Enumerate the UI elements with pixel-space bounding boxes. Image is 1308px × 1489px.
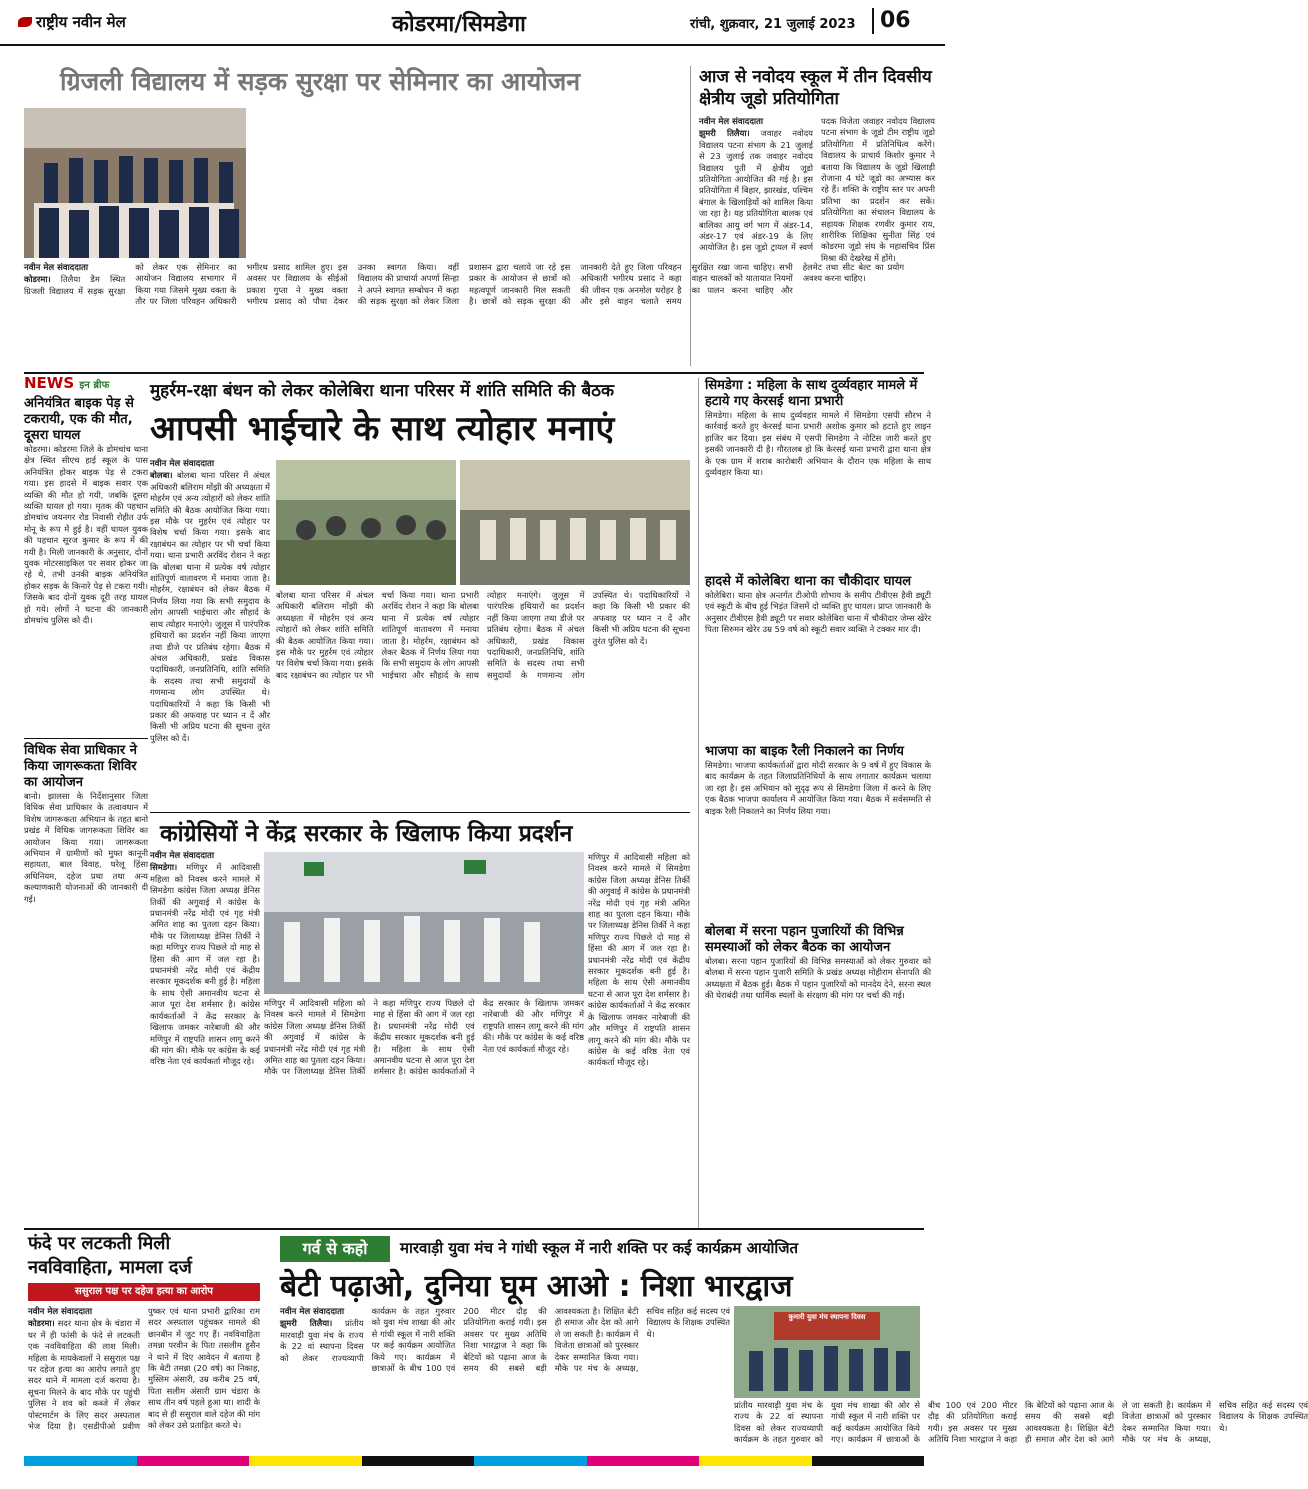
- story1-text: तिलैया डैम स्थित ग्रिजली विद्यालय में सड़क सुरक्षा को लेकर एक सेमिनार का आयोजन विद्यालय सभागार में किया गया जिसमे मुख्य वक्ता के तौर पर जिला परिवहन अधिकारी भगीरथ प्रसाद शामिल हुए। इस अवसर पर विद्यालय के सीईओ प्रकाश गुप्ता ने मुख्य वक्ता भगीरथ प्रसाद को पौधा देकर उनका स्वागत किया। वहीं विद्यालय की प्राचार्या अपर्णा सिन्हा ने अपने स्वागत सम्बोधन में कहा की सड़क सुरक्षा को लेकर जिला प्रशासन द्वारा चलाये जा रहे इस प्रकार के आयोजन से छात्रों को महत्वपूर्ण जानकारी मिल सकती है। छात्रों को सड़क सुरक्षा की जानकारी देते हुए जिला परिवहन अधिकारी भगीरथ प्रसाद ने कहा की जीवन एक अनमोल धरोहर है और इसे वाहन चलाते समय सुरक्षित रखा जाना चाहिए। सभी वाहन चालकों को यातायात नियमों का पालन करना चाहिए और हेलमेट तथा सीट बेल्ट का प्रयोग अवश्य करना चाहिए।: [24, 262, 904, 307]
- brief2-headline: विधिक सेवा प्राधिकार ने किया जागरूकता शिविर का आयोजन: [24, 743, 137, 790]
- brief2-body: बानो। झालसा के निर्देशानुसार जिला विधिक सेवा प्राधिकार के तत्वावधान में विशेष जागरूकता अभियान के तहत बानो प्रखंड में विधिक जागरूकता शिविर का आयोजन किया गया। जागरूकता अभियान में ग्रामीणों को मुफ्त कानूनी सहायता, बाल विवाह, घरेलू हिंसा अधिनियम, दहेज प्रथा तथा अन्य कल्याणकारी योजनाओं की जानकारी दी गई।: [24, 791, 148, 904]
- dateline: रांची, शुक्रवार, 21 जुलाई 2023: [690, 17, 856, 32]
- story2-headline: आज से नवोदय स्कूल में तीन दिवसीय क्षेत्रीय जूडो प्रतियोगिता: [699, 67, 932, 109]
- story3-photo-left: [276, 460, 456, 585]
- story4-body-col1: [150, 850, 260, 1220]
- story6-tag: गर्व से कहो: [280, 1236, 390, 1262]
- right-column: [698, 378, 931, 1228]
- right1-headline: सिमडेगा : महिला के साथ दुर्व्यवहार मामले में हटाये गए केरसई थाना प्रभारी: [705, 378, 918, 409]
- news-brief-label: [24, 374, 148, 392]
- divider: [24, 1228, 924, 1230]
- story3-dateline: बोलबा।: [150, 470, 173, 481]
- right2-body: कोलेबिरा। थाना क्षेत्र अन्तर्गत टीओपी शोभाय के समीप टीवीएस हैवी ड्यूटी एवं स्कूटी के बीच हुई भिड़ंत जिसमें दो व्यक्ति हुए घायल। प्राप्त जानकारी के अनुसार टीवीएस हैवी ड्यूटी पर सवार कोलेबिरा थाना में चौकीदार जेम्स खेरेर पिता सिरुमन खेरेर उम्र 59 वर्ष को स्कूटी सवार व्यक्ति ने टक्कर मार दी।: [705, 590, 931, 635]
- story4-byline: नवीन मेल संवाददाता: [150, 851, 215, 861]
- story3-byline: नवीन मेल संवाददाता: [150, 459, 215, 469]
- divider: [24, 738, 148, 739]
- story5-subhead: ससुराल पक्ष पर दहेज हत्या का आरोप: [28, 1283, 260, 1301]
- right1-body: सिमडेगा। महिला के साथ दुर्व्यवहार मामले में सिमडेगा एसपी सौरभ ने कार्रवाई करते हुए केरसई थाना प्रभारी अशोक कुमार को हटाते हुए लाइन हाजिर कर दिया। इस संबंध में एसपी सिमडेगा ने नोटिस जारी करते हुए इसकी जानकारी दी है। गौरतलब हो कि केरसई थाना प्रभारी द्वारा थाना क्षेत्र के एक ग्राम में शराब कारोबारी अभियान के दौरान एक महिला के साथ दुर्व्यवहार किया था।: [705, 410, 931, 478]
- divider: [24, 372, 924, 374]
- photo-banner-text: कुमारी युवा मंच स्थापना दिवस: [788, 1313, 866, 1321]
- story6-kicker: मारवाड़ी युवा मंच ने गांधी स्कूल में नारी शक्ति पर कई कार्यक्रम आयोजित: [400, 1239, 798, 1257]
- story2-body: [699, 116, 935, 356]
- brief1-headline: अनियंत्रित बाइक पेड़ से टकरायी, एक की मौत, दूसरा घायल: [24, 396, 134, 443]
- story6-body: [280, 1306, 730, 1446]
- story5-dateline: कोडरमा।: [28, 1318, 55, 1329]
- story3-text: बोलबा थाना परिसर में अंचल अधिकारी बलिराम मोंझी की अध्यक्षता में मोहर्रम एवं अन्य त्योहारों को लेकर शांति समिति की बैठक आयोजित किया गया। इस मौके पर मुहर्रम एवं त्योहार पर विशेष चर्चा किया गया। इसके बाद रक्षाबंधन का त्योहार पर भी चर्चा किया गया। थाना प्रभारी अरविंद रोशन ने कहा कि बोलबा थाना में प्रत्येक वर्ष त्योहार शांतिपूर्ण वातावरण में मनाया जाता है। मोहर्रम, रक्षाबंधन को लेकर बैठक में निर्णय लिया गया कि सभी समुदाय के लोग आपसी भाईचारा और सौहार्द के साथ त्योहार मनाएंगे। जुलूस में पारंपरिक हथियारों का प्रदर्शन नहीं किया जाएगा तथा डीजे पर प्रतिबंध रहेगा। बैठक में अंचल अधिकारी, प्रखंड विकास पदाधिकारी, जनप्रतिनिधि, शांति समिति के सदस्य तथा सभी समुदायों के गणमान्य लोग उपस्थित थे। पदाधिकारियों ने कहा कि किसी भी प्रकार की अफवाह पर ध्यान न दें और किसी भी अप्रिय घटना की सूचना तुरंत पुलिस को दें।: [150, 470, 270, 743]
- story3-headline: आपसी भाईचारे के साथ त्योहार मनाएं: [150, 409, 615, 449]
- story6-headline: बेटी पढ़ाओ, दुनिया घूम आओ : निशा भारद्वाज: [280, 1269, 793, 1304]
- story4-text-cont: मणिपुर में आदिवासी महिला को निवस्त्र करने मामले में सिमडेगा कांग्रेस जिला अध्यक्ष डेनिस तिर्की की अगुवाई में कांग्रेस के प्रधानमंत्री नरेंद्र मोदी एवं गृह मंत्री अमित शाह का पुतला दहन किया। मौके पर जिलाध्यक्ष डेनिस तिर्की ने कहा मणिपुर राज्य पिछले दो माह से हिंसा की आग में जल रहा है। प्रधानमंत्री नरेंद्र मोदी एवं केंद्रीय सरकार मूकदर्शक बनी हुई है। महिला के साथ ऐसी अमानवीय घटना से आज पूरा देश शर्मसार है। कांग्रेस कार्यकर्ताओं ने केंद्र सरकार के खिलाफ जमकर नारेबाजी की और मणिपुर में राष्ट्रपति शासन लागू करने की मांग की। मौके पर कांग्रेस के कई वरिष्ठ नेता एवं कार्यकर्ता मौजूद रहे।: [588, 852, 690, 1068]
- right3-headline: भाजपा का बाइक रैली निकालने का निर्णय: [705, 744, 904, 759]
- story3-kicker: मुहर्रम-रक्षा बंधन को लेकर कोलेबिरा थाना परिसर में शांति समिति की बैठक: [150, 381, 615, 401]
- page-number: 06: [880, 8, 911, 33]
- story4-text-cont2: मणिपुर में आदिवासी महिला को निवस्त्र करने मामले में सिमडेगा कांग्रेस जिला अध्यक्ष डेनिस तिर्की की अगुवाई में कांग्रेस के प्रधानमंत्री नरेंद्र मोदी एवं गृह मंत्री अमित शाह का पुतला दहन किया। मौके पर जिलाध्यक्ष डेनिस तिर्की ने कहा मणिपुर राज्य पिछले दो माह से हिंसा की आग में जल रहा है। प्रधानमंत्री नरेंद्र मोदी एवं केंद्रीय सरकार मूकदर्शक बनी हुई है। महिला के साथ ऐसी अमानवीय घटना से आज पूरा देश शर्मसार है। कांग्रेस कार्यकर्ताओं ने केंद्र सरकार के खिलाफ जमकर नारेबाजी की और मणिपुर में राष्ट्रपति शासन लागू करने की मांग की। मौके पर कांग्रेस के कई वरिष्ठ नेता एवं कार्यकर्ता मौजूद रहे।: [264, 998, 584, 1077]
- story3-text-cont: बोलबा थाना परिसर में अंचल अधिकारी बलिराम मोंझी की अध्यक्षता में मोहर्रम एवं अन्य त्योहारों को लेकर शांति समिति की बैठक आयोजित किया गया। इस मौके पर मुहर्रम एवं त्योहार पर विशेष चर्चा किया गया। इसके बाद रक्षाबंधन का त्योहार पर भी चर्चा किया गया। थाना प्रभारी अरविंद रोशन ने कहा कि बोलबा थाना में प्रत्येक वर्ष त्योहार शांतिपूर्ण वातावरण में मनाया जाता है। मोहर्रम, रक्षाबंधन को लेकर बैठक में निर्णय लिया गया कि सभी समुदाय के लोग आपसी भाईचारा और सौहार्द के साथ त्योहार मनाएंगे। जुलूस में पारंपरिक हथियारों का प्रदर्शन नहीं किया जाएगा तथा डीजे पर प्रतिबंध रहेगा। बैठक में अंचल अधिकारी, प्रखंड विकास पदाधिकारी, जनप्रतिनिधि, शांति समिति के सदस्य तथा सभी समुदायों के गणमान्य लोग उपस्थित थे। पदाधिकारियों ने कहा कि किसी भी प्रकार की अफवाह पर ध्यान न दें और किसी भी अप्रिय घटना की सूचना तुरंत पुलिस को दें।: [276, 590, 690, 680]
- story6-text-cont: प्रांतीय मारवाड़ी युवा मंच के राज्य के 22 वां स्थापना दिवस को लेकर राज्यव्यापी कार्यक्रम के तहत गुरुवार को युवा मंच शाखा की ओर से गांधी स्कूल में नारी शक्ति पर कई कार्यक्रम आयोजित किये गए। कार्यक्रम में छात्राओं के बीच 100 एवं 200 मीटर दौड़ की प्रतियोगिता कराई गयी। इस अवसर पर मुख्य अतिथि निशा भारद्वाज ने कहा कि बेटियों को पढ़ाना आज के समय की सबसे बड़ी आवश्यकता है। शिक्षित बेटी ही समाज और देश को आगे ले जा सकती है। कार्यक्रम में विजेता छात्राओं को पुरस्कार देकर सम्मानित किया गया। मौके पर मंच के अध्यक्ष, सचिव सहित कई सदस्य एवं विद्यालय के शिक्षक उपस्थित थे।: [734, 1400, 1308, 1445]
- right4-headline: बोलबा में सरना पहान पुजारियों की विभिन्न समस्याओं को लेकर बैठक का आयोजन: [705, 924, 904, 955]
- brand-logo: [18, 12, 126, 32]
- divider: [150, 812, 690, 813]
- story3-photo-right: [460, 460, 690, 585]
- story2-dateline: झुमरी तिलैया।: [699, 128, 750, 139]
- story6-dateline: झुमरी तिलैया।: [280, 1318, 333, 1329]
- story6-body-cont: [734, 1400, 1308, 1446]
- brief1-body: कोडरमा। कोडरमा जिले के डोमचांच थाना क्षेत्र स्थित सीएच हाई स्कूल के पास अनियंत्रित होकर बाइक पेड़ से टकरा गया। इस हादसे में बाइक सवार एक व्यक्ति की मौत हो गयी, जबकि दूसरा व्यक्ति घायल हो गया। मृतक की पहचान डोमचांच जयनगर रोड निवासी रोहीत उर्फ मोनू के रूप में हुई है। वहीं घायल युवक की पहचान सूरज कुमार के रूप में की गयी है। मिली जानकारी के अनुसार, दोनों युवक मोटरसाइकिल पर सवार होकर जा रहे थे, तभी उनकी बाइक अनियंत्रित होकर सड़क के किनारे पेड़ से टकरा गयी। जिसके बाद दोनों युवक दूरी तरह घायल हो गये। लोगों ने घटना की जानकारी डोमचांच पुलिस को दी।: [24, 444, 148, 626]
- registration-bar: [24, 1456, 924, 1466]
- right2-headline: हादसे में कोलेबिरा थाना का चौकीदार घायल: [705, 574, 912, 589]
- story1-byline: नवीन मेल संवाददाता: [24, 263, 89, 273]
- right3-body: सिमडेगा। भाजपा कार्यकर्ताओं द्वारा मोदी सरकार के 9 वर्ष में हुए विकास के बाद कार्यक्रम के तहत जिलाप्रतिनिधियों के साथ लगातार कार्यक्रम चलाया जा रहा है। इस अभियान को सुदृढ़ रूप से सिमडेगा जिला में करने के लिए एक बैठक भाजपा कार्यालय में आयोजित किया गया। बैठक में सर्वसम्मति से बाइक रैली निकालने का निर्णय लिया गया।: [705, 760, 931, 816]
- brand-name: राष्ट्रीय नवीन मेल: [36, 13, 126, 31]
- story4-text: मणिपुर में आदिवासी महिला को निवस्त्र करने मामले में सिमडेगा कांग्रेस जिला अध्यक्ष डेनिस तिर्की की अगुवाई में कांग्रेस के प्रधानमंत्री नरेंद्र मोदी एवं गृह मंत्री अमित शाह का पुतला दहन किया। मौके पर जिलाध्यक्ष डेनिस तिर्की ने कहा मणिपुर राज्य पिछले दो माह से हिंसा की आग में जल रहा है। प्रधानमंत्री नरेंद्र मोदी एवं केंद्रीय सरकार मूकदर्शक बनी हुई है। महिला के साथ ऐसी अमानवीय घटना से आज पूरा देश शर्मसार है। कांग्रेस कार्यकर्ताओं ने केंद्र सरकार के खिलाफ जमकर नारेबाजी की और मणिपुर में राष्ट्रपति शासन लागू करने की मांग की। मौके पर कांग्रेस के कई वरिष्ठ नेता एवं कार्यकर्ता मौजूद रहे।: [150, 862, 260, 1067]
- story1-photo: [24, 108, 246, 258]
- story1-headline: ग्रिजली विद्यालय में सड़क सुरक्षा पर सेमिनार का आयोजन: [60, 67, 581, 96]
- section-title: कोडरमा/सिमडेगा: [392, 12, 526, 37]
- story2-box: [690, 66, 935, 366]
- story5-body: [28, 1306, 260, 1446]
- story5-headline: फंदे पर लटकती मिली नवविवाहिता, मामला दर्ज: [28, 1233, 192, 1278]
- bird-icon: [18, 17, 32, 27]
- story4-dateline: सिमडेगा।: [150, 862, 178, 873]
- story5-text: सदर थाना क्षेत्र के चंडारा में घर में ही फांसी के फंदे से लटकती एक नवविवाहिता की लाश मिली। महिला के मायकेवालों ने ससुराल पक्ष पर दहेज हत्या का आरोप लगाते हुए सदर थाने में मामला दर्ज कराया है। सूचना मिलने के बाद मौके पर पहुंची पुलिस ने शव को कब्जे में लेकर पोस्टमार्टम के लिए सदर अस्पताल भेज दिया है। एसडीपीओ प्रवीण पुष्कर एवं थाना प्रभारी द्वारिका राम सदर अस्पताल पहुंचकर मामले की छानबीन में जुट गए हैं। नवविवाहिता तमन्ना परवीन के पिता तसलीम हुसैन ने थाने में दिए आवेदन में बताया है कि बेटी तमन्ना (20 वर्ष) का निकाह, मुस्लिम अंसारी, उम्र करीब 25 वर्ष, पिता सलीम अंसारी ग्राम चंडारा के साथ तीन वर्ष पहले हुआ था। शादी के बाद से ही ससुराल वाले दहेज की मांग को लेकर उसे प्रताड़ित करते थे।: [28, 1306, 260, 1432]
- right4-body: बोलबा। सरना पहान पुजारियों की विभिन्न समस्याओं को लेकर गुरुवार को बोलबा में सरना पहान पुजारी समिति के प्रखंड अध्यक्ष मोहीराम सेनापति की अध्यक्षता में बैठक हुई। बैठक में पहान पुजारियों को मानदेय देने, सरना स्थल की घेराबंदी तथा धार्मिक स्थलों के संरक्षण की मांग पर चर्चा की गई।: [705, 956, 931, 1001]
- story2-byline: नवीन मेल संवाददाता: [699, 117, 764, 127]
- in-brief-label: इन ब्रीफ: [79, 380, 110, 391]
- story5-byline: नवीन मेल संवाददाता: [28, 1307, 93, 1317]
- story1-dateline: कोडरमा।: [24, 274, 51, 285]
- story4-headline: कांग्रेसियों ने केंद्र सरकार के खिलाफ किया प्रदर्शन: [160, 821, 573, 847]
- story6-text: प्रांतीय मारवाड़ी युवा मंच के राज्य के 22 वां स्थापना दिवस को लेकर राज्यव्यापी कार्यक्रम के तहत गुरुवार को युवा मंच शाखा की ओर से गांधी स्कूल में नारी शक्ति पर कई कार्यक्रम आयोजित किये गए। कार्यक्रम में छात्राओं के बीच 100 एवं 200 मीटर दौड़ की प्रतियोगिता कराई गयी। इस अवसर पर मुख्य अतिथि निशा भारद्वाज ने कहा कि बेटियों को पढ़ाना आज के समय की सबसे बड़ी आवश्यकता है। शिक्षित बेटी ही समाज और देश को आगे ले जा सकती है। कार्यक्रम में विजेता छात्राओं को पुरस्कार देकर सम्मानित किया गया। मौके पर मंच के अध्यक्ष, सचिव सहित कई सदस्य एवं विद्यालय के शिक्षक उपस्थित थे।: [280, 1306, 730, 1374]
- story2-text: जवाहर नवोदय विद्यालय पटना संभाग के 21 जुलाई से 23 जुलाई तक जवाहर नवोदय विद्यालय पुती में क्षेत्रीय जूडो प्रतियोगिता आयोजित की गई है। इस प्रतियोगिता में बिहार, झारखंड, पश्चिम बंगाल के खिलाड़ियों को शामिल किया जा रहा है। यह प्रतियोगिता बालक एवं बालिका आयु वर्ग भाग में अंडर-14, अंडर-17 एवं अंडर-19 के लिए आयोजित है। इस जूडो ट्रायल में स्वर्ण पदक विजेता जवाहर नवोदय विद्यालय पटना संभाग के जूडो टीम राष्ट्रीय जूडो प्रतियोगिता में प्रतिनिधित्व करेंगे। विद्यालय के प्राचार्य किशोर कुमार ने बताया कि विद्यालय के जूडो खिलाड़ी रोजाना 4 घंटे जूडो का अभ्यास कर रहे हैं। शक्ति के राष्ट्रीय स्तर पर अपनी प्रतिभा का प्रदर्शन कर सकें। प्रतियोगिता का संचालन विद्यालय के सहायक शिक्षक रणवीर कुमार राय, शारीरिक शिक्षिका सुनीता सिंह एवं कोडरमा जूडो संघ के महासचिव प्रिंस मिश्रा की देखरेख में होंगे।: [699, 116, 935, 263]
- story4-body-col-right: [588, 852, 690, 1222]
- story4-body-rest: [264, 998, 584, 1220]
- news-label: NEWS: [24, 374, 75, 392]
- story4-photo: [264, 852, 584, 994]
- story3-body-col1: [150, 458, 270, 808]
- story6-byline: नवीन मेल संवाददाता: [280, 1307, 345, 1317]
- story3-body-rest: [276, 590, 690, 810]
